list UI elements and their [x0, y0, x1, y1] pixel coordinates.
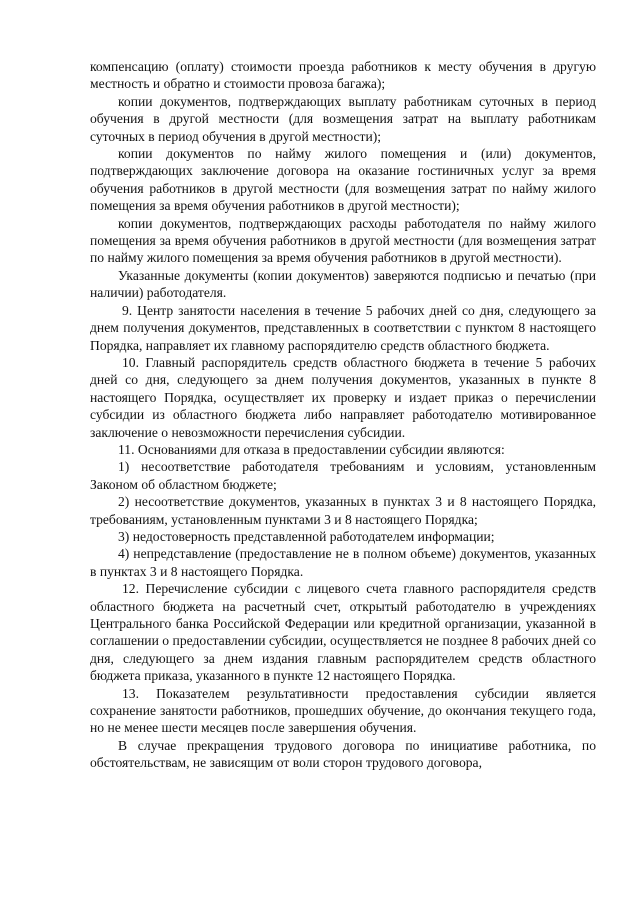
paragraph-4: Указанные документы (копии документов) заверяются подписью и печатью (при наличии) работодателя. — [90, 267, 596, 301]
paragraph-5: 9. Центр занятости населения в течение 5 рабочих дней со дня, следующего за днем получения документов, представленных в соответствии с пунктом 8 настоящего Порядка, направляет их главному распорядителю средств областного бюджета. — [90, 302, 596, 353]
paragraph-6: 10. Главный распорядитель средств областного бюджета в течение 5 рабочих дней со дня, следующего за днем получения документов, указанных в пункте 8 настоящего Порядка, осуществляет их проверку и издает приказ о перечислении субсидии из областного бюджета либо направляет работодателю мотивированное заключение о невозможности перечисления субсидии. — [90, 354, 596, 440]
paragraph-14: В случае прекращения трудового договора по инициативе работника, по обстоятельствам, не зависящим от воли сторон трудового договора, — [90, 737, 596, 771]
paragraph-1: копии документов, подтверждающих выплату работникам суточных в период обучения в другой местности (для возмещения затрат на выплату работникам суточных в период обучения в другой местности); — [90, 93, 596, 144]
paragraph-9: 2) несоответствие документов, указанных в пунктах 3 и 8 настоящего Порядка, требованиям, установленным пунктами 3 и 8 настоящего Порядка; — [90, 494, 596, 527]
paragraph-7: 11. Основаниями для отказа в предоставлении субсидии являются: — [118, 441, 505, 457]
paragraph-13: 13. Показателем результативности предоставления субсидии является сохранение занятости работников, прошедших обучение, до окончания текущего года, но не менее шести месяцев после завершения обучения. — [90, 685, 596, 736]
paragraph-3: копии документов, подтверждающих расходы работодателя по найму жилого помещения за время обучения работников в другой местности (для возмещения затрат по найму жилого помещения за время обучения работников в другой местности). — [90, 215, 596, 266]
paragraph-2: копии документов по найму жилого помещения и (или) документов, подтверждающих заключение договора на оказание гостиничных услуг за время обучения работников в другой местности (для возмещения затрат по найму жилого помещения за время обучения работников в другой местности); — [90, 146, 596, 214]
paragraph-12: 12. Перечисление субсидии с лицевого счета главного распорядителя средств областного бюджета на расчетный счет, открытый работодателю в учреждениях Центрального банка Российской Федерации или кредитной организации, указанной в соглашении о предоставлении субсидии, осуществляется не позднее 8 рабочих дней со дня, следующего за днем издания главным распорядителем средств областного бюджета приказа, указанного в пункте 12 настоящего Порядка. — [90, 581, 596, 684]
paragraph-10: 3) недостоверность представленной работодателем информации; — [118, 528, 495, 544]
paragraph-0: компенсацию (оплату) стоимости проезда работников к месту обучения в другую местность и обратно и стоимости провоза багажа); — [90, 59, 596, 92]
paragraph-8: 1) несоответствие работодателя требованиям и условиям, установленным Законом об областном бюджете; — [90, 459, 596, 492]
paragraph-11: 4) непредставление (предоставление не в полном объеме) документов, указанных в пунктах 3 и 8 настоящего Порядка. — [90, 546, 596, 579]
